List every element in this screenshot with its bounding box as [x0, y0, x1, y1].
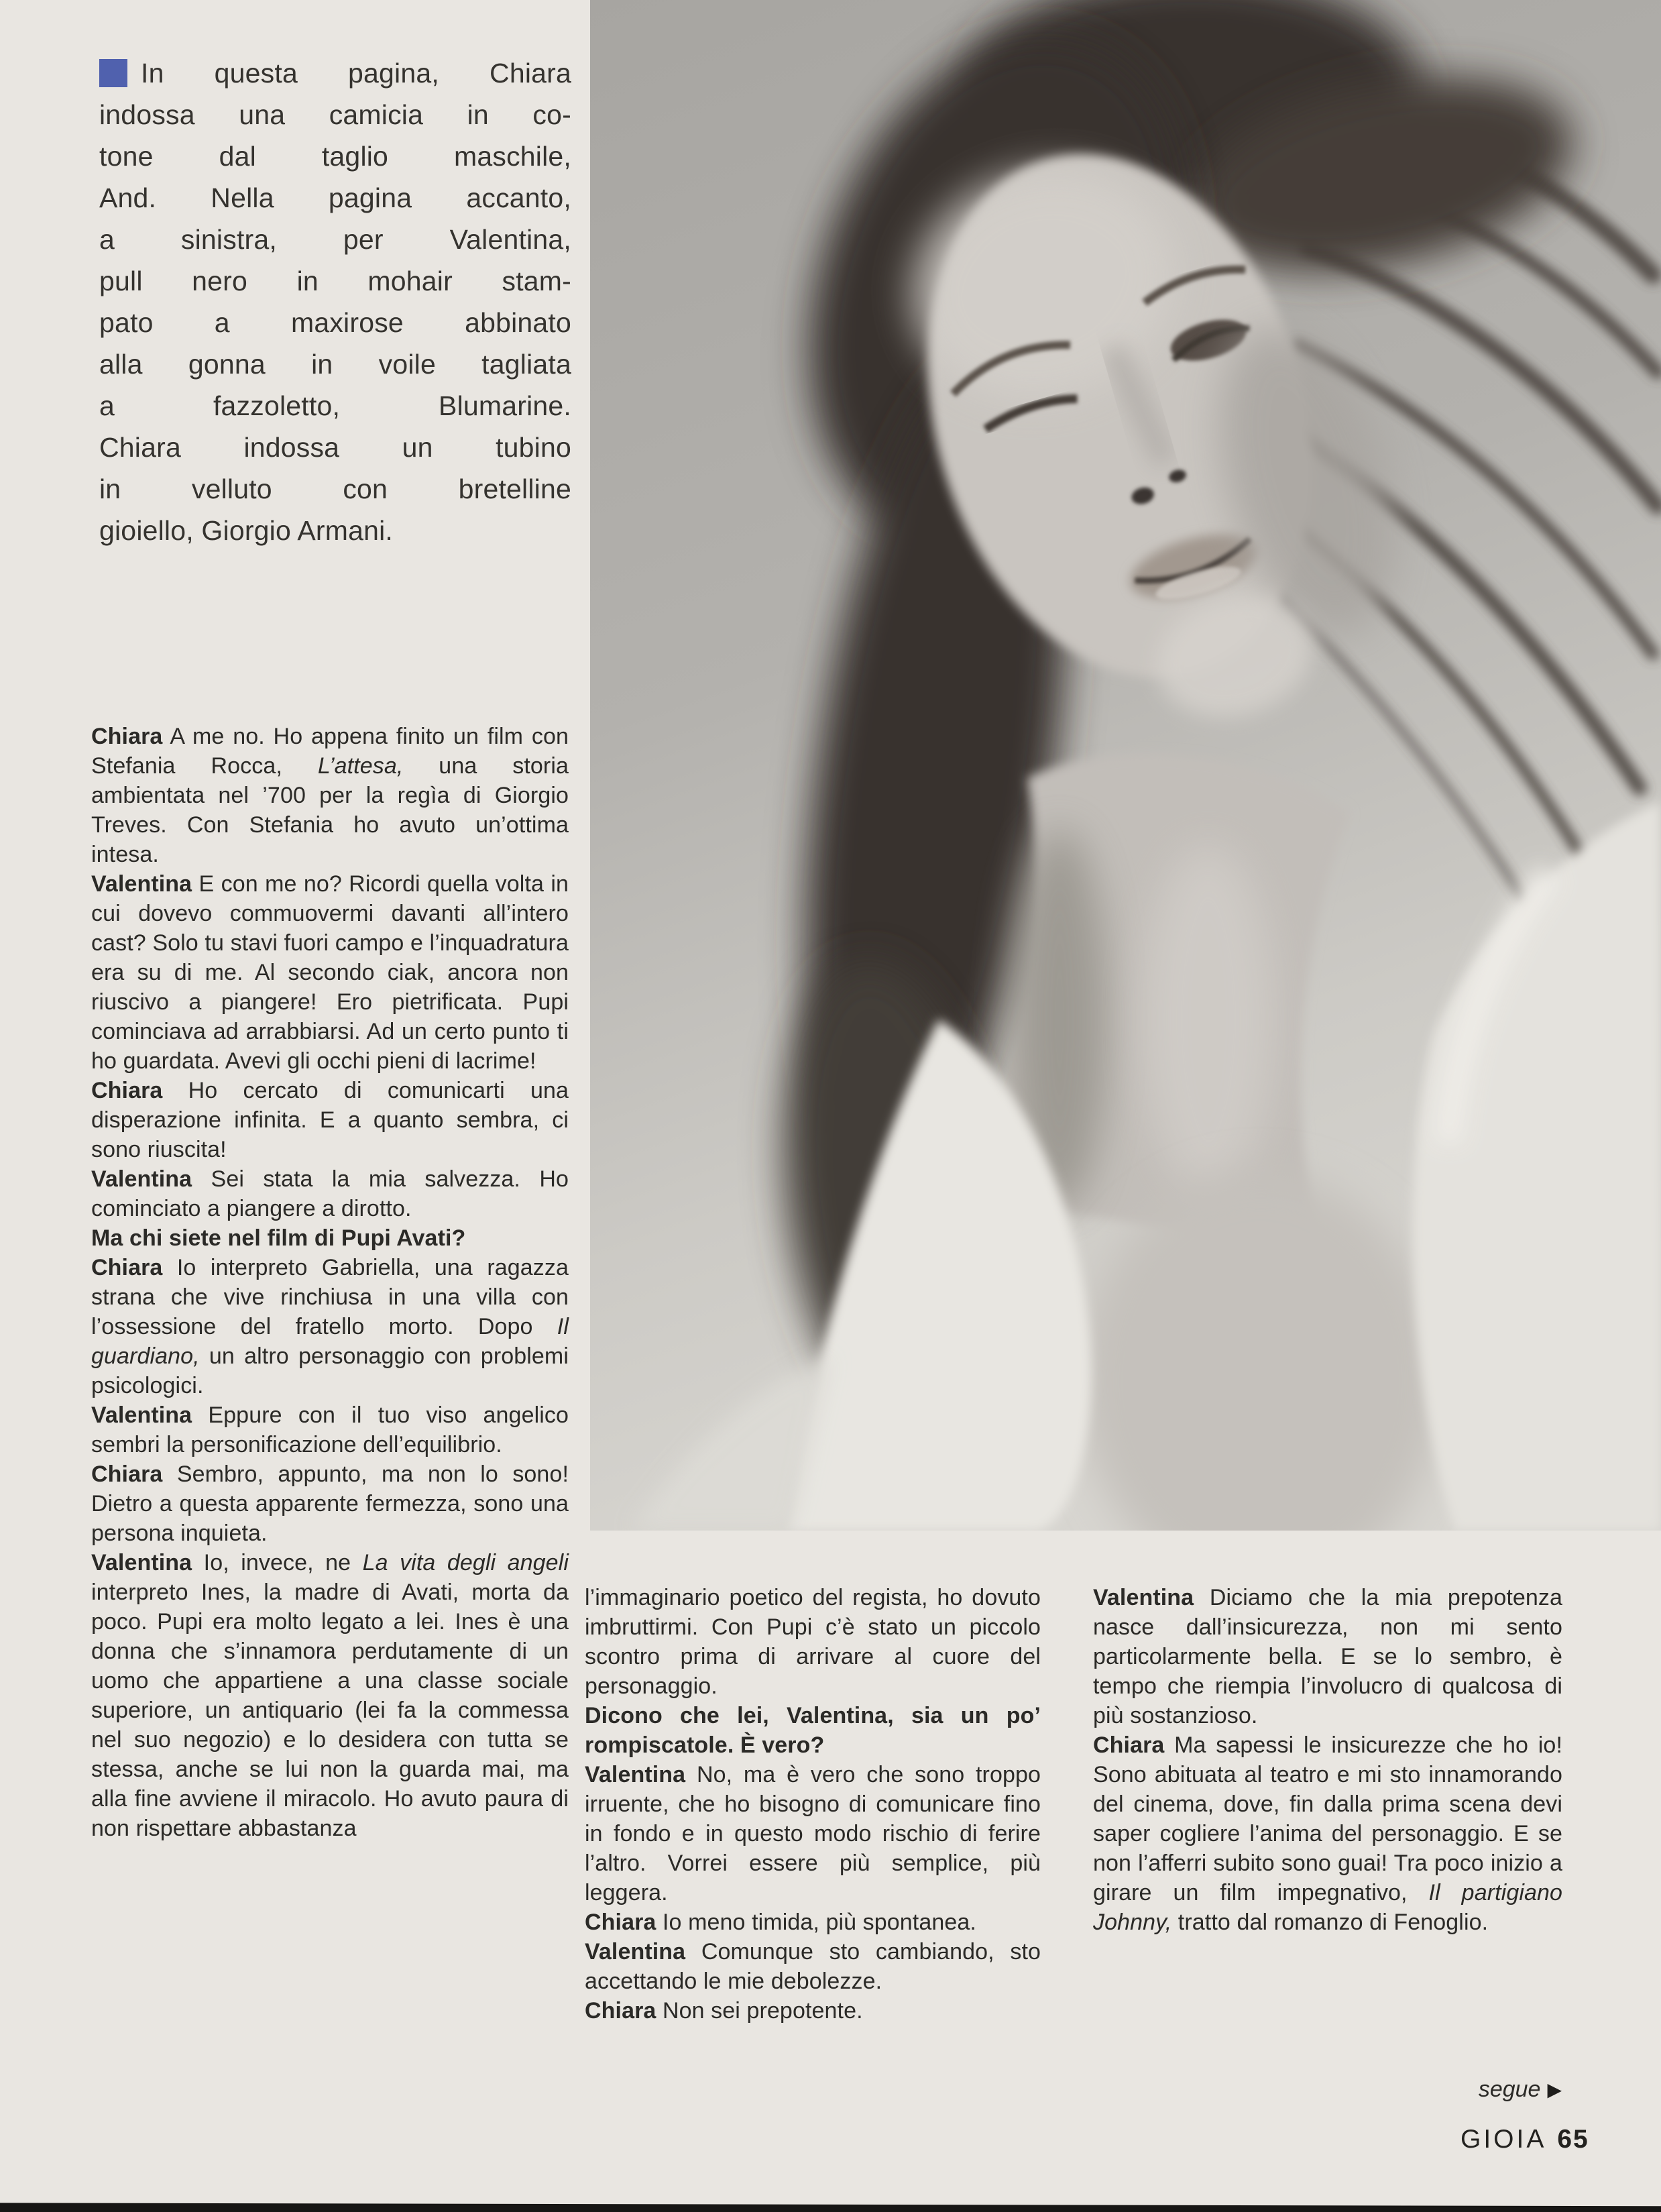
caption-line: Chiara indossa un tubino [99, 432, 571, 463]
paragraph: Valentina Io, invece, ne La vita degli angeli interpreto Ines, la madre di Avati, morta da poco. Pupi era molto legato a lei. Ines è una donna che s’innamora perdutamente di un uomo che appartiene a una classe sociale superiore, un antiquario (lei fa la commessa nel suo negozio) e lo desidera con tutta se stessa, anche se lui non la guarda mai, ma alla fine avviene il miracolo. Ho avuto paura di non rispettare abbastanza [91, 1550, 569, 1841]
interview-column-middle [585, 1583, 1041, 2026]
paragraph: Valentina Eppure con il tuo viso angelico sembri la personificazione dell’equilibrio. [91, 1402, 569, 1457]
caption-line: gioiello, Giorgio Armani. [99, 515, 393, 546]
photo-illustration [590, 0, 1661, 1531]
caption-line: pato a maxirose abbinato [99, 307, 571, 338]
paragraph: Valentina Sei stata la mia salvezza. Ho cominciato a piangere a dirotto. [91, 1166, 569, 1221]
caption-line: a sinistra, per Valentina, [99, 224, 571, 255]
magazine-brand: GIOIA [1460, 2125, 1547, 2154]
photo-chiara [590, 0, 1661, 1531]
continuation-label: segue [1478, 2077, 1541, 2102]
paragraph: Chiara Ho cercato di comunicarti una disperazione infinita. E a quanto sembra, ci sono riuscita! [91, 1078, 569, 1162]
paragraph: Chiara Non sei prepotente. [585, 1998, 863, 2024]
paragraph: Dicono che lei, Valentina, sia un po’ rompiscatole. È vero? [585, 1703, 1041, 1758]
paragraph: Valentina No, ma è vero che sono troppo irruente, che ho bisogno di comunicare fino in fondo e in questo modo rischio di ferire l’altro. Vorrei essere più semplice, più leggera. [585, 1762, 1041, 1905]
paragraph: Chiara Io meno timida, più spontanea. [585, 1910, 976, 1935]
paragraph: Chiara Io interpreto Gabriella, una ragazza strana che vive rinchiusa in una villa con l’ossessione del fratello morto. Dopo Il guardiano, un altro personaggio con problemi psicologici. [91, 1255, 569, 1398]
continuation-arrow-icon: ▶ [1547, 2079, 1562, 2100]
paragraph: Chiara Sembro, appunto, ma non lo sono! Dietro a questa apparente fermezza, sono una persona inquieta. [91, 1461, 569, 1546]
caption-line: in velluto con bretelline [99, 474, 571, 504]
paragraph: Ma chi siete nel film di Pupi Avati? [91, 1225, 466, 1251]
paragraph: Valentina Diciamo che la mia prepotenza nasce dall’insicurezza, non mi sento particolarmente bella. E se lo sembro, è tempo che riempia l’involucro di qualcosa di più sostanzioso. [1093, 1585, 1562, 1728]
caption-line: And. Nella pagina accanto, [99, 182, 571, 213]
scan-edge-strip [0, 2201, 1661, 2212]
caption-line: indossa una camicia in co- [99, 99, 571, 130]
paragraph: Chiara A me no. Ho appena finito un film con Stefania Rocca, L’attesa, una storia ambientata nel ’700 per la regìa di Giorgio Treves. Con Stefania ho avuto un’ottima intesa. [91, 724, 569, 867]
paragraph: Valentina Comunque sto cambiando, sto accettando le mie debolezze. [585, 1939, 1041, 1994]
page-footer [1460, 2125, 1589, 2154]
paragraph: Chiara Ma sapessi le insicurezze che ho io! Sono abituata al teatro e mi sto innamorando del cinema, dove, fin dalla prima scena devi saper cogliere l’anima del personaggio. E se non l’afferri subito sono guai! Tra poco inizio a girare un film impegnativo, Il partigiano Johnny, tratto dal romanzo di Fenoglio. [1093, 1732, 1563, 1935]
caption-line: pull nero in mohair stam- [99, 266, 571, 296]
caption-line: alla gonna in voile tagliata [99, 349, 571, 380]
caption-line: tone dal taglio maschile, [99, 141, 571, 172]
paragraph: l’immaginario poetico del regista, ho dovuto imbruttirmi. Con Pupi c’è stato un piccolo scontro prima di arrivare al cuore del personaggio. [585, 1585, 1041, 1699]
page-number: 65 [1557, 2125, 1589, 2154]
paragraph: Valentina E con me no? Ricordi quella volta in cui dovevo commuovermi davanti all’intero cast? Solo tu stavi fuori campo e l’inquadratura era su di me. Al secondo ciak, ancora non riuscivo a piangere! Ero pietrificata. Pupi cominciava ad arrabbiarsi. Ad un certo punto ti ho guardata. Avevi gli occhi pieni di lacrime! [91, 871, 569, 1074]
caption-line: In questa pagina, Chiara [141, 58, 571, 89]
interview-column-right [1093, 1583, 1562, 1937]
continuation-marker [1479, 2077, 1562, 2103]
fashion-caption [99, 52, 571, 551]
caption-line: a fazzoletto, Blumarine. [99, 390, 571, 421]
interview-column-left [91, 722, 569, 1843]
